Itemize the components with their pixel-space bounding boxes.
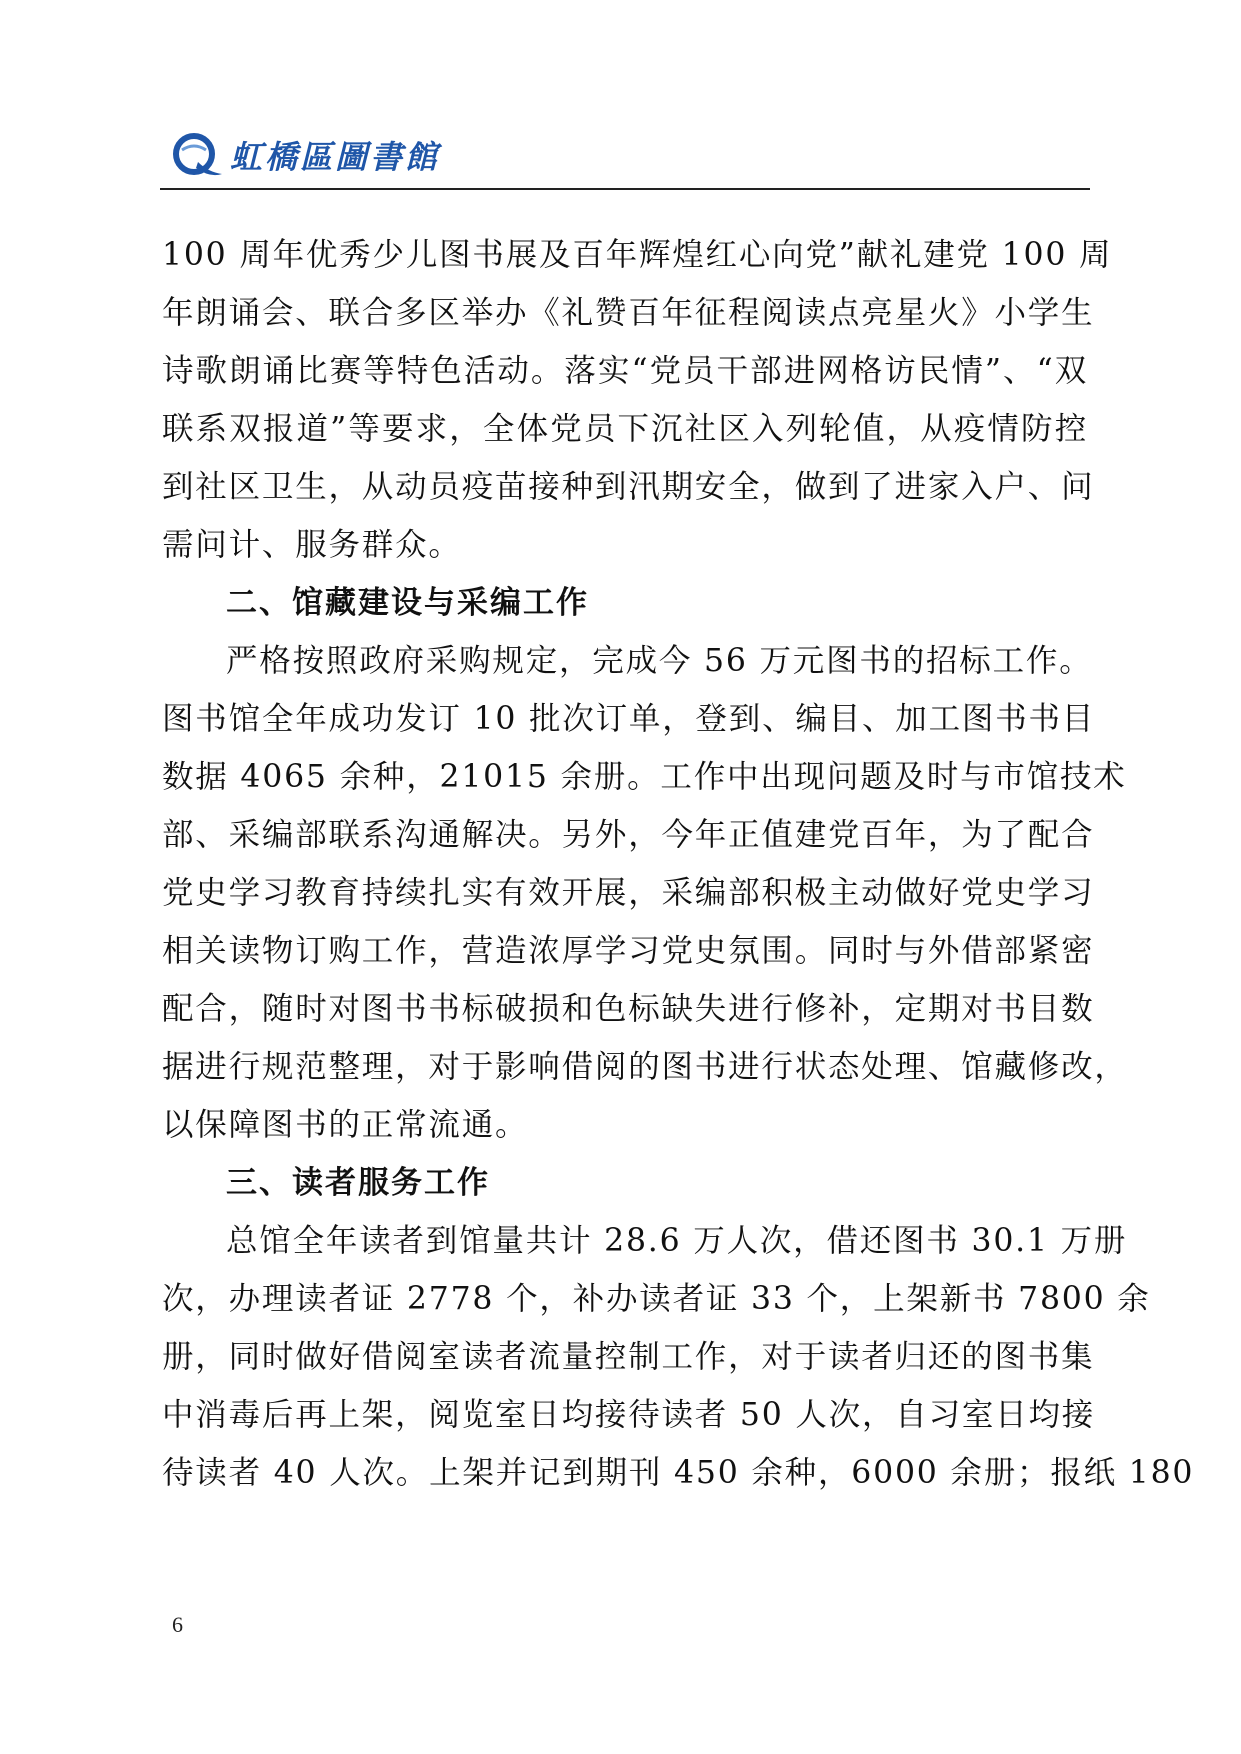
library-q-logo-icon — [168, 128, 224, 184]
paragraph-line: 册，同时做好借阅室读者流量控制工作，对于读者归还的图书集 — [162, 1339, 1095, 1375]
paragraph-line: 数据 4065 余种，21015 余册。工作中出现问题及时与市馆技术 — [162, 759, 1127, 795]
paragraph-line: 图书馆全年成功发订 10 批次订单，登到、编目、加工图书书目 — [162, 701, 1096, 737]
paragraph-line: 部、采编部联系沟通解决。另外，今年正值建党百年，为了配合 — [162, 817, 1095, 853]
paragraph-line: 100 周年优秀少儿图书展及百年辉煌红心向党”献礼建党 100 周 — [162, 237, 1113, 273]
section-heading: 三、读者服务工作 — [226, 1165, 490, 1201]
paragraph-line: 党史学习教育持续扎实有效开展，采编部积极主动做好党史学习 — [162, 875, 1095, 911]
paragraph-line: 据进行规范整理，对于影响借阅的图书进行状态处理、馆藏修改， — [162, 1049, 1128, 1085]
paragraph-line: 相关读物订购工作，营造浓厚学习党史氛围。同时与外借部紧密 — [162, 933, 1095, 969]
paragraph-line: 以保障图书的正常流通。 — [162, 1107, 529, 1143]
paragraph-line: 到社区卫生，从动员疫苗接种到汛期安全，做到了进家入户、问 — [162, 469, 1095, 505]
paragraph-line: 配合，随时对图书书标破损和色标缺失进行修补，定期对书目数 — [162, 991, 1095, 1027]
section-heading: 二、馆藏建设与采编工作 — [226, 585, 589, 621]
paragraph-line: 中消毒后再上架，阅览室日均接待读者 50 人次，自习室日均接 — [162, 1397, 1096, 1433]
paragraph-line: 待读者 40 人次。上架并记到期刊 450 余种，6000 余册；报纸 180 — [162, 1455, 1195, 1491]
page-number: 6 — [172, 1612, 183, 1637]
paragraph-line: 年朗诵会、联合多区举办《礼赞百年征程阅读点亮星火》小学生 — [162, 295, 1095, 331]
paragraph-line: 联系双报道”等要求，全体党员下沉社区入列轮值，从疫情防控 — [162, 411, 1088, 447]
paragraph-line: 诗歌朗诵比赛等特色活动。落实“党员干部进网格访民情”、“双 — [162, 353, 1088, 389]
page-header — [160, 118, 1090, 188]
paragraph-line: 需问计、服务群众。 — [162, 527, 462, 563]
document-body — [162, 226, 1195, 1502]
header-divider — [160, 188, 1090, 190]
paragraph-line: 严格按照政府采购规定，完成今 56 万元图书的招标工作。 — [226, 643, 1093, 679]
paragraph-line: 总馆全年读者到馆量共计 28.6 万人次，借还图书 30.1 万册 — [226, 1223, 1128, 1259]
library-name-logo: 虹橋區圖書館 — [230, 138, 441, 176]
paragraph-line: 次，办理读者证 2778 个，补办读者证 33 个，上架新书 7800 余 — [162, 1281, 1151, 1317]
